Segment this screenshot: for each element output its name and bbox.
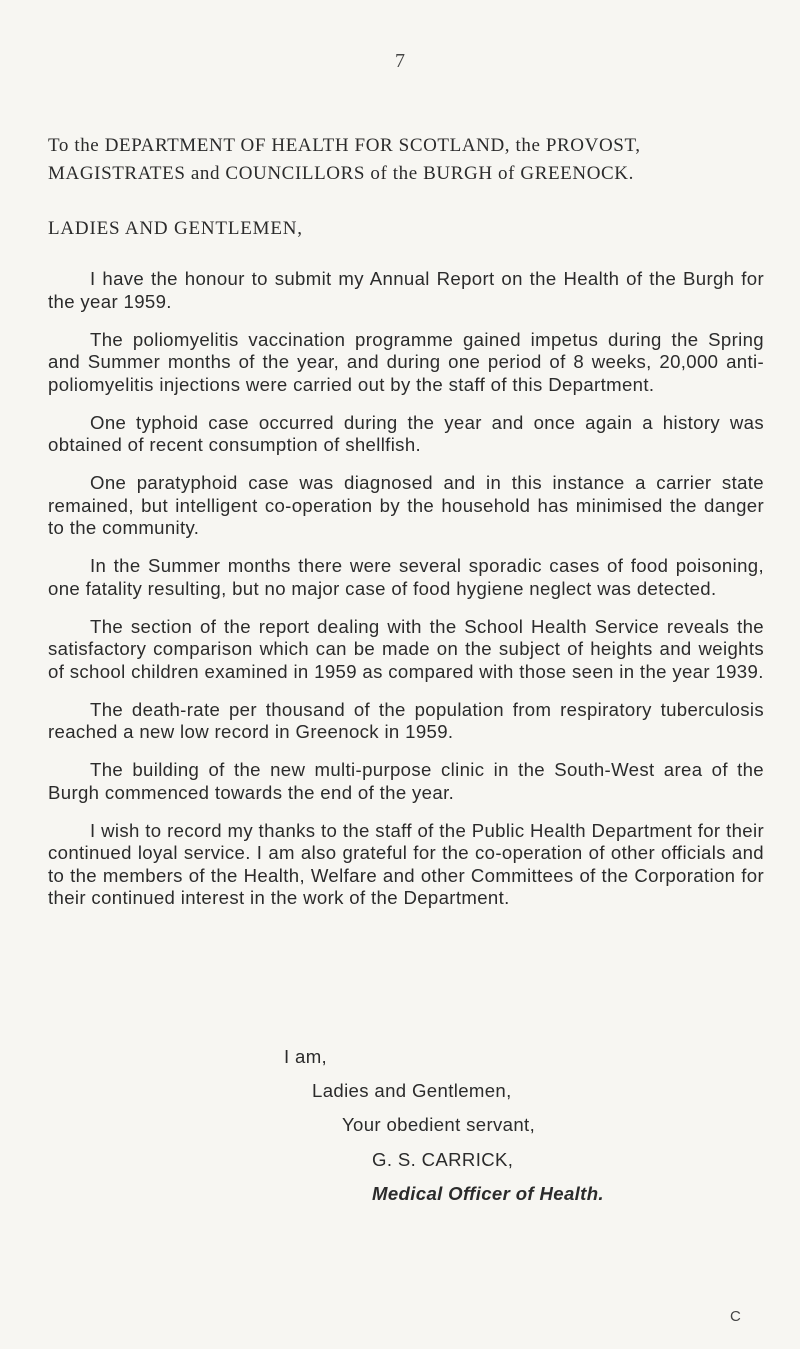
paragraph-clinic: The building of the new multi-purpose clinic in the South-West area of the Burgh commenced towards the end of the year. <box>48 759 764 803</box>
paragraph-food-poisoning: In the Summer months there were several sporadic cases of food poisoning, one fatality resulting, but no major case of food hygiene neglect was detected. <box>48 555 764 599</box>
address-block <box>48 132 768 188</box>
paragraph-paratyphoid: One paratyphoid case was diagnosed and in this instance a carrier state remained, but intelligent co-operation by the household has minimised the danger to the community. <box>48 472 764 538</box>
paragraph-typhoid: One typhoid case occurred during the year and once again a history was obtained of recent consumption of shellfish. <box>48 411 764 455</box>
salutation: LADIES AND GENTLEMEN, <box>48 218 303 239</box>
address-line-1: To the DEPARTMENT OF HEALTH FOR SCOTLAND, the PROVOST, <box>48 135 641 156</box>
paragraph-school-health: The section of the report dealing with the School Health Service reveals the satisfactory comparison which can be made on the subject of heights and weights of school children examined in 1959 as compared with those seen in the year 1939. <box>48 615 764 682</box>
paragraph-intro: I have the honour to submit my Annual Report on the Health of the Burgh for the year 1959. <box>48 268 764 312</box>
closing-i-am: I am, <box>284 1046 328 1067</box>
signatory-name: G. S. CARRICK, <box>372 1149 514 1170</box>
paragraph-thanks: I wish to record my thanks to the staff of the Public Health Department for their continued loyal service. I am also grateful for the co-operation of other officials and to the members of the Health, Welfare and other Committees of the Corporation for their continued interest in the work of the Department. <box>48 819 764 908</box>
paragraph-tuberculosis: The death-rate per thousand of the population from respiratory tuberculosis reached a new low record in Greenock in 1959. <box>48 698 764 742</box>
signatory-title: Medical Officer of Health. <box>372 1183 604 1204</box>
page-number: 7 <box>395 50 405 72</box>
closing-valediction: Your obedient servant, <box>342 1114 536 1135</box>
closing-salutation: Ladies and Gentlemen, <box>312 1080 512 1101</box>
paragraph-poliomyelitis: The poliomyelitis vaccination programme gained impetus during the Spring and Summer months of the year, and during one period of 8 weeks, 20,000 anti-poliomyelitis injections were carried out by the staff of this Department. <box>48 328 764 395</box>
address-line-2: MAGISTRATES and COUNCILLORS of the BURGH of GREENOCK. <box>48 163 634 184</box>
footer-mark: C <box>730 1308 741 1325</box>
letter-body <box>48 268 764 925</box>
